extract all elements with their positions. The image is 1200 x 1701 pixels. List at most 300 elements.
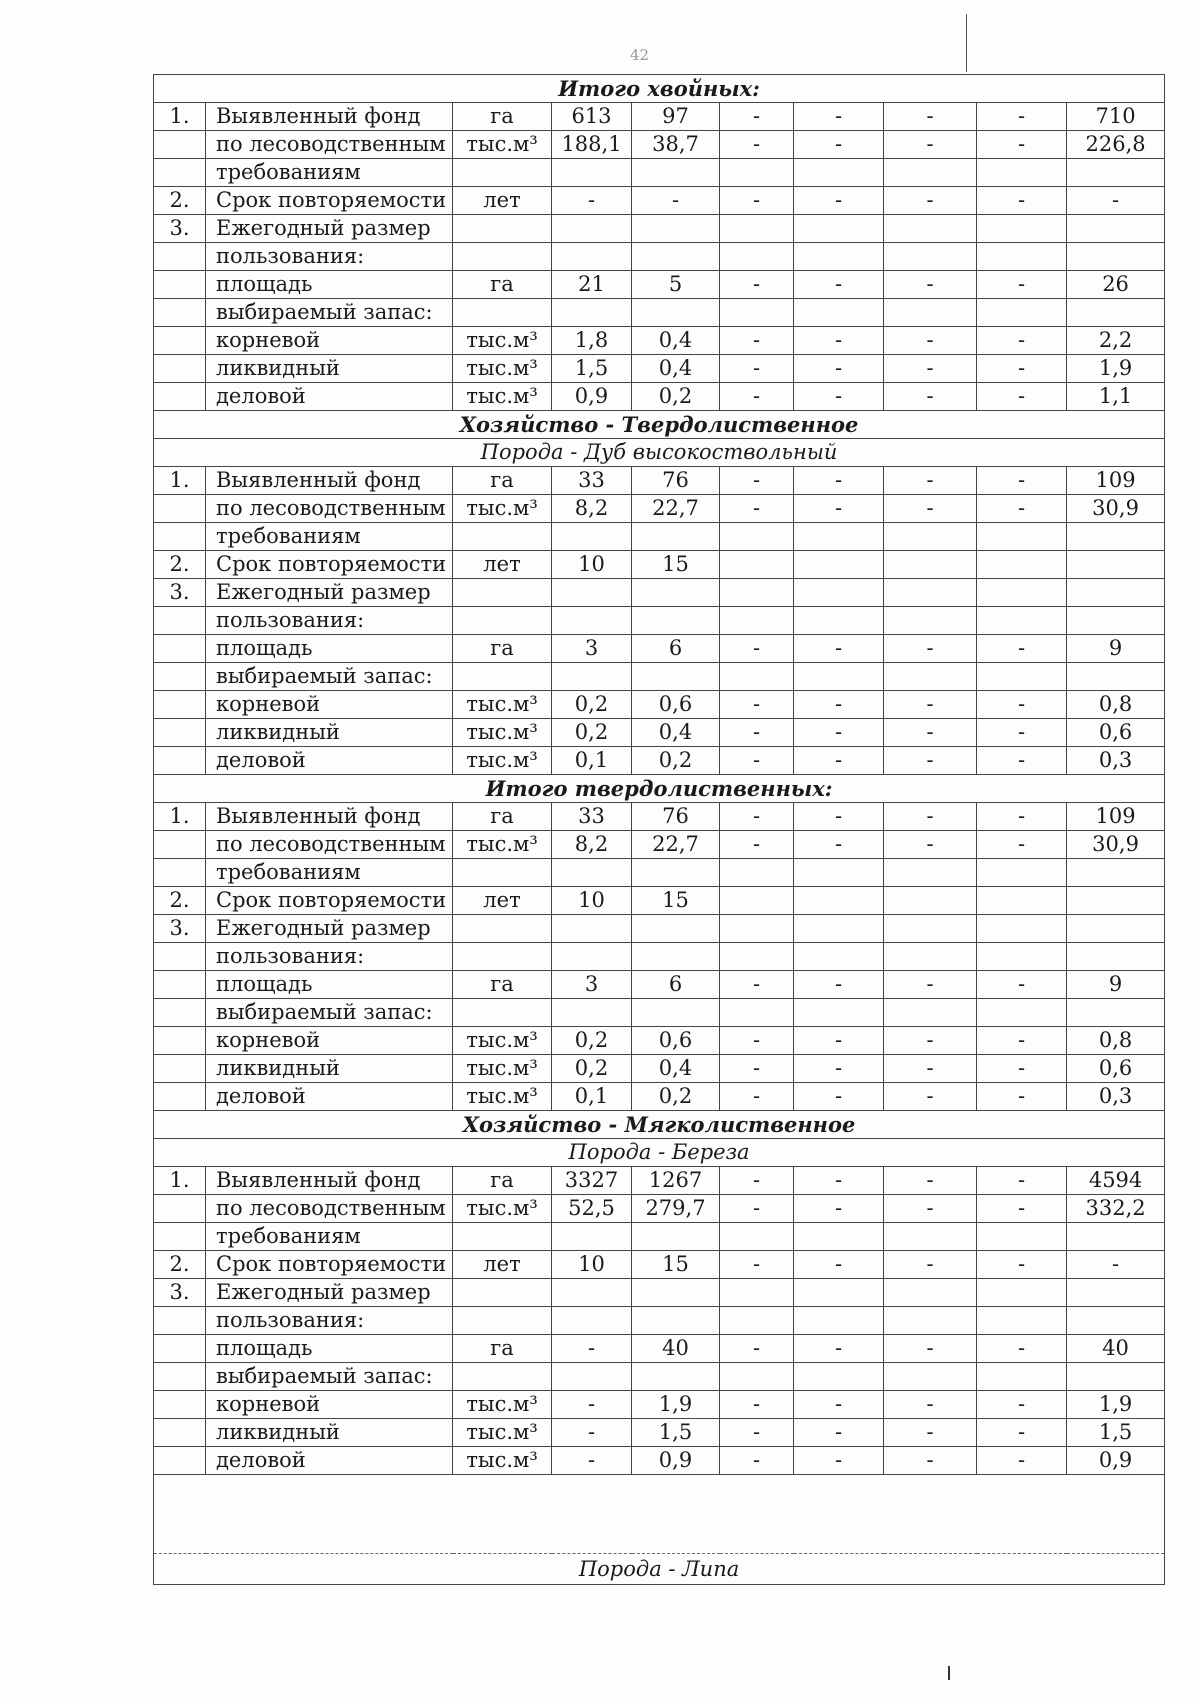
total-cell	[1067, 1363, 1165, 1391]
total-cell: 226,8	[1067, 131, 1165, 159]
total-cell: 4594	[1067, 1167, 1165, 1195]
value-cell: -	[794, 271, 884, 299]
total-cell	[1067, 663, 1165, 691]
unit	[453, 915, 552, 943]
value-cell: -	[977, 467, 1067, 495]
value-cell: 613	[552, 103, 632, 131]
value-cell: -	[720, 1391, 794, 1419]
indicator-name: корневой	[206, 1391, 453, 1419]
row-number	[154, 1391, 206, 1419]
value-cell: -	[884, 1251, 977, 1279]
indicator-name: Ежегодный размер	[206, 579, 453, 607]
total-cell: 9	[1067, 635, 1165, 663]
unit: тыс.м³	[453, 1027, 552, 1055]
value-cell: 97	[632, 103, 720, 131]
spacer-row	[154, 1475, 1165, 1554]
value-cell: -	[977, 383, 1067, 411]
forest-use-table	[153, 74, 1165, 1585]
value-cell	[884, 1307, 977, 1335]
indicator-name: деловой	[206, 747, 453, 775]
row-number	[154, 327, 206, 355]
indicator-name: пользования:	[206, 243, 453, 271]
value-cell: -	[884, 1055, 977, 1083]
value-cell: -	[794, 131, 884, 159]
row-number	[154, 1419, 206, 1447]
value-cell: -	[794, 1419, 884, 1447]
total-cell: 1,9	[1067, 355, 1165, 383]
value-cell: -	[884, 355, 977, 383]
value-cell	[884, 1223, 977, 1251]
value-cell: -	[884, 271, 977, 299]
total-cell: 0,6	[1067, 1055, 1165, 1083]
row-number	[154, 971, 206, 999]
total-cell: 1,9	[1067, 1391, 1165, 1419]
value-cell: -	[794, 1335, 884, 1363]
value-cell: -	[794, 1195, 884, 1223]
value-cell: 0,2	[632, 1083, 720, 1111]
table-row	[154, 495, 1165, 523]
indicator-name: выбираемый запас:	[206, 299, 453, 327]
value-cell: -	[720, 747, 794, 775]
value-cell: 33	[552, 803, 632, 831]
total-cell	[1067, 607, 1165, 635]
row-number	[154, 1083, 206, 1111]
value-cell	[720, 887, 794, 915]
table-row	[154, 1055, 1165, 1083]
value-cell: -	[720, 1447, 794, 1475]
value-cell	[977, 551, 1067, 579]
value-cell	[977, 887, 1067, 915]
value-cell: 1,5	[552, 355, 632, 383]
indicator-name: Срок повторяемости	[206, 1251, 453, 1279]
value-cell	[884, 663, 977, 691]
value-cell: -	[884, 831, 977, 859]
value-cell: 0,9	[632, 1447, 720, 1475]
value-cell: -	[720, 271, 794, 299]
row-number	[154, 859, 206, 887]
value-cell	[977, 215, 1067, 243]
row-number	[154, 1335, 206, 1363]
table-row	[154, 243, 1165, 271]
value-cell: -	[794, 103, 884, 131]
value-cell: -	[552, 1419, 632, 1447]
row-number	[154, 747, 206, 775]
value-cell	[884, 243, 977, 271]
value-cell: -	[720, 1335, 794, 1363]
total-cell	[1067, 243, 1165, 271]
value-cell	[884, 551, 977, 579]
unit: га	[453, 467, 552, 495]
value-cell: -	[552, 1391, 632, 1419]
value-cell: -	[977, 691, 1067, 719]
value-cell	[977, 243, 1067, 271]
value-cell	[884, 607, 977, 635]
value-cell	[632, 999, 720, 1027]
value-cell: 0,2	[552, 691, 632, 719]
unit: га	[453, 803, 552, 831]
value-cell: -	[794, 1055, 884, 1083]
value-cell	[794, 523, 884, 551]
unit	[453, 663, 552, 691]
value-cell: 1,8	[552, 327, 632, 355]
table-row	[154, 1167, 1165, 1195]
value-cell: 33	[552, 467, 632, 495]
unit	[453, 607, 552, 635]
value-cell: 0,9	[552, 383, 632, 411]
value-cell	[884, 299, 977, 327]
indicator-name: Срок повторяемости	[206, 551, 453, 579]
value-cell: 6	[632, 635, 720, 663]
value-cell: -	[977, 635, 1067, 663]
value-cell: -	[720, 1251, 794, 1279]
row-number: 2.	[154, 887, 206, 915]
total-cell	[1067, 1223, 1165, 1251]
value-cell: 0,4	[632, 1055, 720, 1083]
value-cell: 5	[632, 271, 720, 299]
unit: га	[453, 1335, 552, 1363]
table-row	[154, 1251, 1165, 1279]
value-cell: 40	[632, 1335, 720, 1363]
unit: тыс.м³	[453, 1083, 552, 1111]
value-cell	[720, 607, 794, 635]
value-cell: -	[977, 803, 1067, 831]
value-cell	[884, 859, 977, 887]
unit: тыс.м³	[453, 383, 552, 411]
unit: тыс.м³	[453, 1391, 552, 1419]
value-cell	[977, 859, 1067, 887]
indicator-name: деловой	[206, 1447, 453, 1475]
value-cell: 15	[632, 887, 720, 915]
value-cell: -	[977, 1335, 1067, 1363]
table-row	[154, 999, 1165, 1027]
row-number: 3.	[154, 215, 206, 243]
unit	[453, 859, 552, 887]
value-cell: -	[720, 691, 794, 719]
total-cell	[1067, 859, 1165, 887]
unit: тыс.м³	[453, 1447, 552, 1475]
value-cell: -	[720, 1195, 794, 1223]
table-row	[154, 663, 1165, 691]
value-cell: -	[794, 747, 884, 775]
row-number: 3.	[154, 915, 206, 943]
table-row	[154, 831, 1165, 859]
value-cell	[720, 663, 794, 691]
indicator-name: площадь	[206, 1335, 453, 1363]
margin-line-mark	[966, 14, 967, 72]
row-number	[154, 999, 206, 1027]
row-number	[154, 635, 206, 663]
value-cell: -	[720, 103, 794, 131]
total-cell	[1067, 299, 1165, 327]
unit	[453, 1307, 552, 1335]
value-cell: -	[884, 103, 977, 131]
value-cell: 188,1	[552, 131, 632, 159]
indicator-name: выбираемый запас:	[206, 1363, 453, 1391]
value-cell: -	[720, 131, 794, 159]
row-number	[154, 1307, 206, 1335]
total-cell: 710	[1067, 103, 1165, 131]
table-row	[154, 1391, 1165, 1419]
indicator-name: корневой	[206, 327, 453, 355]
value-cell	[884, 523, 977, 551]
row-number: 2.	[154, 187, 206, 215]
unit	[453, 943, 552, 971]
total-cell: 26	[1067, 271, 1165, 299]
unit	[453, 1279, 552, 1307]
total-cell	[1067, 915, 1165, 943]
value-cell	[632, 523, 720, 551]
value-cell	[720, 1363, 794, 1391]
value-cell: -	[977, 1391, 1067, 1419]
total-cell: 0,8	[1067, 1027, 1165, 1055]
table-row	[154, 187, 1165, 215]
value-cell: -	[977, 719, 1067, 747]
value-cell: -	[884, 131, 977, 159]
value-cell: 21	[552, 271, 632, 299]
value-cell	[552, 523, 632, 551]
indicator-name: Выявленный фонд	[206, 803, 453, 831]
row-number	[154, 663, 206, 691]
indicator-name: площадь	[206, 635, 453, 663]
value-cell: -	[977, 1083, 1067, 1111]
value-cell: -	[720, 803, 794, 831]
value-cell: 8,2	[552, 831, 632, 859]
total-cell	[1067, 887, 1165, 915]
row-number	[154, 1195, 206, 1223]
table-row	[154, 1307, 1165, 1335]
indicator-name: по лесоводственным	[206, 831, 453, 859]
value-cell	[884, 159, 977, 187]
row-number	[154, 355, 206, 383]
indicator-name: пользования:	[206, 607, 453, 635]
total-cell	[1067, 523, 1165, 551]
value-cell	[977, 1363, 1067, 1391]
value-cell	[720, 859, 794, 887]
row-number	[154, 1363, 206, 1391]
value-cell	[552, 943, 632, 971]
value-cell	[632, 663, 720, 691]
value-cell: -	[720, 971, 794, 999]
value-cell: -	[884, 1083, 977, 1111]
table-row	[154, 803, 1165, 831]
bottom-margin-mark	[948, 1666, 950, 1680]
row-number	[154, 523, 206, 551]
value-cell: -	[794, 467, 884, 495]
value-cell: -	[720, 383, 794, 411]
value-cell	[794, 551, 884, 579]
table-row	[154, 607, 1165, 635]
value-cell	[977, 607, 1067, 635]
value-cell: 10	[552, 887, 632, 915]
row-number	[154, 159, 206, 187]
unit: тыс.м³	[453, 691, 552, 719]
table-row	[154, 1363, 1165, 1391]
table-row	[154, 551, 1165, 579]
value-cell: 0,2	[552, 1027, 632, 1055]
value-cell	[884, 1279, 977, 1307]
indicator-name: ликвидный	[206, 355, 453, 383]
value-cell: -	[794, 327, 884, 355]
value-cell	[720, 159, 794, 187]
value-cell: -	[794, 635, 884, 663]
value-cell: -	[720, 1055, 794, 1083]
row-number	[154, 691, 206, 719]
section-header-row	[154, 1139, 1165, 1167]
value-cell	[977, 1223, 1067, 1251]
value-cell: -	[977, 355, 1067, 383]
value-cell	[552, 299, 632, 327]
unit	[453, 579, 552, 607]
unit	[453, 523, 552, 551]
value-cell: -	[720, 719, 794, 747]
value-cell: 8,2	[552, 495, 632, 523]
value-cell: 0,2	[632, 747, 720, 775]
unit: тыс.м³	[453, 495, 552, 523]
indicator-name: корневой	[206, 1027, 453, 1055]
value-cell	[552, 1279, 632, 1307]
table-row	[154, 355, 1165, 383]
section-header: Итого твердолиственных:	[154, 775, 1165, 803]
value-cell	[794, 607, 884, 635]
value-cell: -	[884, 1391, 977, 1419]
table-row	[154, 859, 1165, 887]
indicator-name: Ежегодный размер	[206, 1279, 453, 1307]
value-cell	[632, 943, 720, 971]
indicator-name: ликвидный	[206, 1055, 453, 1083]
value-cell	[794, 887, 884, 915]
value-cell: -	[884, 1447, 977, 1475]
indicator-name: Выявленный фонд	[206, 1167, 453, 1195]
value-cell: -	[977, 327, 1067, 355]
unit	[453, 1363, 552, 1391]
value-cell: -	[720, 187, 794, 215]
total-cell: 0,8	[1067, 691, 1165, 719]
value-cell: 0,4	[632, 355, 720, 383]
value-cell	[720, 943, 794, 971]
total-cell: 30,9	[1067, 495, 1165, 523]
total-cell: 0,9	[1067, 1447, 1165, 1475]
table-row	[154, 887, 1165, 915]
unit: тыс.м³	[453, 719, 552, 747]
row-number	[154, 943, 206, 971]
unit: тыс.м³	[453, 831, 552, 859]
value-cell: -	[977, 747, 1067, 775]
value-cell: -	[720, 495, 794, 523]
value-cell: -	[794, 495, 884, 523]
indicator-name: Ежегодный размер	[206, 915, 453, 943]
value-cell: -	[884, 1167, 977, 1195]
value-cell	[977, 299, 1067, 327]
row-number	[154, 1027, 206, 1055]
indicator-name: Срок повторяемости	[206, 887, 453, 915]
total-cell: -	[1067, 1251, 1165, 1279]
value-cell: 1,5	[632, 1419, 720, 1447]
value-cell	[552, 1307, 632, 1335]
total-cell: 1,5	[1067, 1419, 1165, 1447]
total-cell: 0,6	[1067, 719, 1165, 747]
total-cell	[1067, 999, 1165, 1027]
value-cell: 10	[552, 551, 632, 579]
value-cell: -	[977, 187, 1067, 215]
value-cell: -	[884, 1335, 977, 1363]
value-cell	[884, 1363, 977, 1391]
value-cell: -	[884, 187, 977, 215]
unit: тыс.м³	[453, 1055, 552, 1083]
section-header: Порода - Береза	[154, 1139, 1165, 1167]
table-row	[154, 103, 1165, 131]
value-cell	[632, 215, 720, 243]
value-cell: 15	[632, 551, 720, 579]
section-header-row	[154, 439, 1165, 467]
indicator-name: ликвидный	[206, 1419, 453, 1447]
value-cell	[632, 859, 720, 887]
value-cell	[632, 607, 720, 635]
value-cell	[977, 1279, 1067, 1307]
value-cell: -	[977, 1167, 1067, 1195]
unit: га	[453, 971, 552, 999]
value-cell: -	[977, 495, 1067, 523]
unit: лет	[453, 887, 552, 915]
total-cell	[1067, 1307, 1165, 1335]
value-cell	[552, 579, 632, 607]
value-cell	[977, 943, 1067, 971]
value-cell	[552, 663, 632, 691]
value-cell: -	[720, 1027, 794, 1055]
value-cell	[884, 915, 977, 943]
unit	[453, 243, 552, 271]
value-cell: 3	[552, 635, 632, 663]
value-cell	[632, 159, 720, 187]
value-cell: -	[977, 1251, 1067, 1279]
section-header: Порода - Липа	[154, 1554, 1165, 1585]
value-cell: -	[720, 831, 794, 859]
value-cell	[720, 999, 794, 1027]
indicator-name: ликвидный	[206, 719, 453, 747]
value-cell: -	[794, 1083, 884, 1111]
value-cell	[720, 215, 794, 243]
table-row	[154, 971, 1165, 999]
value-cell: -	[552, 1447, 632, 1475]
value-cell	[632, 1307, 720, 1335]
value-cell: 22,7	[632, 831, 720, 859]
value-cell	[794, 1363, 884, 1391]
indicator-name: требованиям	[206, 1223, 453, 1251]
value-cell: -	[884, 467, 977, 495]
row-number: 1.	[154, 467, 206, 495]
indicator-name: по лесоводственным	[206, 495, 453, 523]
unit	[453, 215, 552, 243]
unit: га	[453, 1167, 552, 1195]
total-cell	[1067, 159, 1165, 187]
value-cell: -	[720, 355, 794, 383]
value-cell: -	[884, 635, 977, 663]
indicator-name: корневой	[206, 691, 453, 719]
indicator-name: площадь	[206, 271, 453, 299]
value-cell	[794, 663, 884, 691]
value-cell: 0,4	[632, 719, 720, 747]
total-cell	[1067, 551, 1165, 579]
unit	[453, 999, 552, 1027]
unit: тыс.м³	[453, 327, 552, 355]
table-row	[154, 1419, 1165, 1447]
value-cell	[884, 215, 977, 243]
value-cell: -	[884, 383, 977, 411]
table-row	[154, 579, 1165, 607]
row-number	[154, 299, 206, 327]
indicator-name: Ежегодный размер	[206, 215, 453, 243]
value-cell: -	[977, 103, 1067, 131]
total-cell: -	[1067, 187, 1165, 215]
